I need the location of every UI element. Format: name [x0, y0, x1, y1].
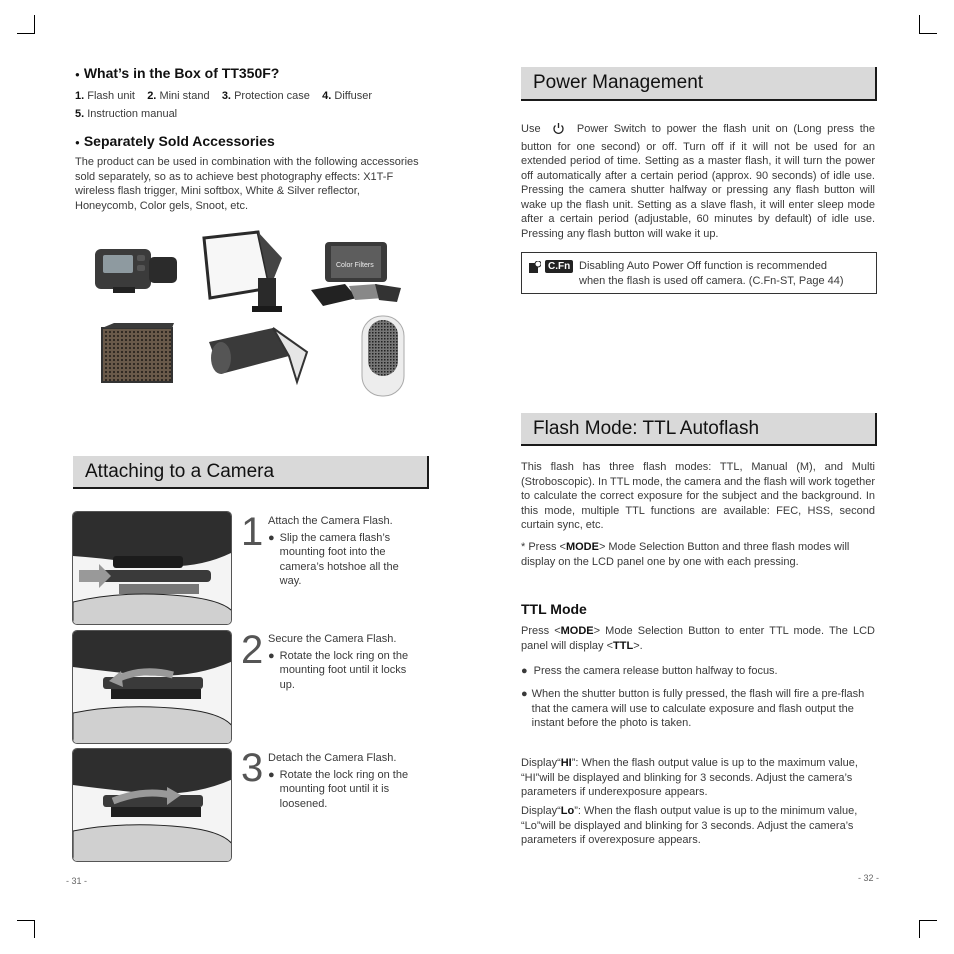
attach-banner	[73, 456, 429, 489]
step3-detail: Rotate the lock ring on the mounting foot until it is loosened.	[279, 768, 409, 810]
power-text: Use Power Switch to power the flash unit on (Long press the button for one second) or off. Turn off if it will not be used for an extended period of time. Setting as a master flash, it will turn the power off automatically after a certain period (approx. 90 seconds) of idle use. Pressing the camera shutter halfway or pressing any flash button will wake up the flash unit. Setting as a slave flash, it will enter sleep mode after a certain period (adjustable, 60 minutes by default) of idle use. Pressing any flash button will wake it up.	[521, 123, 876, 240]
color-filters-label: Color Filters	[336, 262, 374, 269]
step2-title: Secure the Camera Flash.	[268, 633, 397, 645]
box-item: 2. Mini stand	[147, 90, 210, 102]
trigger-image	[93, 243, 181, 295]
softbox-image	[198, 228, 288, 316]
crop-mark-tl	[17, 33, 35, 34]
step3-number: 3	[241, 746, 264, 790]
step2-detail: Rotate the lock ring on the mounting foot until it locks up.	[279, 649, 409, 691]
note-line1: Disabling Auto Power Off function is recommended	[579, 260, 828, 272]
crop-mark-tr	[919, 15, 920, 33]
page-number-left: - 31 -	[66, 876, 88, 886]
diffuser-image	[360, 314, 406, 398]
box-item: 5. Instruction manual	[75, 107, 178, 120]
snoot-image	[203, 322, 311, 388]
box-heading: ● What’s in the Box of TT350F?	[75, 65, 279, 81]
cfn-badge: C.Fn	[545, 260, 573, 273]
step2-number: 2	[241, 628, 264, 672]
step3-title: Detach the Camera Flash.	[268, 752, 397, 764]
ttl-heading: TTL Mode	[521, 601, 587, 617]
box-item: 3. Protection case	[221, 90, 310, 102]
crop-mark-bl	[17, 920, 35, 921]
box-item: 1. Flash unit	[75, 90, 135, 102]
lo-display-text: Display“Lo”: When the flash output value is up to the minimum value, “Lo”will be displayed and blinking for 3 seconds. Adjust the camera’s parameters if overexposure appears.	[521, 805, 858, 846]
step1-number: 1	[241, 510, 264, 554]
flash-banner	[521, 413, 877, 446]
step2-illustration	[72, 630, 232, 744]
hi-display-text: Display“HI”: When the flash output value is up to the maximum value, “HI”will be displayed and blinking for 3 seconds. Adjust the camera’s parameters if underexposure appears.	[521, 757, 858, 798]
flash-title: Flash Mode: TTL Autoflash	[533, 418, 760, 439]
ttl-text: Press <MODE> Mode Selection Button to enter TTL mode. The LCD panel will display <TTL>.	[521, 625, 875, 652]
crop-mark-tr	[919, 33, 937, 34]
box-item: 4. Diffuser	[322, 90, 373, 102]
step1-detail: Slip the camera flash’s mounting foot into the camera’s hotshoe all the way.	[279, 531, 399, 587]
attach-title: Attaching to a Camera	[85, 461, 275, 482]
page-number-right: - 32 -	[858, 873, 880, 883]
box-items	[75, 89, 415, 121]
crop-mark-tl	[34, 15, 35, 33]
flash-text: This flash has three flash modes: TTL, Manual (M), and Multi (Stroboscopic). In TTL mode, the camera and the flash will work together to calculate the correct exposure for the subject and the background. In this mode, multiple TTL functions are available: FEC, HSS, second curtain sync, etc.	[521, 461, 875, 531]
step1-title: Attach the Camera Flash.	[268, 515, 393, 527]
mode-note: * Press <MODE> Mode Selection Button and three flash modes will display on the LCD panel one by one with each pressing.	[521, 541, 850, 568]
step1-illustration	[72, 511, 232, 625]
power-note-box	[521, 252, 877, 294]
step3-illustration	[72, 748, 232, 862]
honeycomb-image	[100, 322, 175, 384]
note-icon	[528, 261, 541, 279]
step3-text: Detach the Camera Flash. ● Rotate the lock ring on the mounting foot until it is loosened.	[268, 751, 418, 811]
note-line2: when the flash is used off camera. (C.Fn-ST, Page 44)	[579, 274, 844, 287]
accessories-heading: ● Separately Sold Accessories	[75, 133, 275, 149]
crop-mark-br	[919, 920, 937, 921]
power-title: Power Management	[533, 72, 704, 93]
accessories-text: The product can be used in combination with the following accessories sold separately, so as to achieve best photography effects: X1T-F wireless flash trigger, Mini softbox, White & Silver reflector, Honeycomb, Color gels, Snoot, etc.	[75, 156, 419, 212]
crop-mark-bl	[34, 920, 35, 938]
power-banner	[521, 67, 877, 101]
power-icon	[552, 122, 565, 140]
ttl-bullet-2: ● When the shutter button is fully pressed, the flash will fire a pre-flash that the camera will use to calculate exposure and flash output the instant before the photo is taken.	[521, 688, 865, 729]
step1-text: Attach the Camera Flash. ● Slip the camera flash’s mounting foot into the camera’s hotshoe all the way.	[268, 514, 418, 589]
color-filters-image	[305, 240, 405, 310]
crop-mark-br	[919, 920, 920, 938]
ttl-bullet-1: ● Press the camera release button halfway to focus.	[521, 665, 778, 677]
step2-text: Secure the Camera Flash. ● Rotate the lock ring on the mounting foot until it locks up.	[268, 632, 418, 692]
